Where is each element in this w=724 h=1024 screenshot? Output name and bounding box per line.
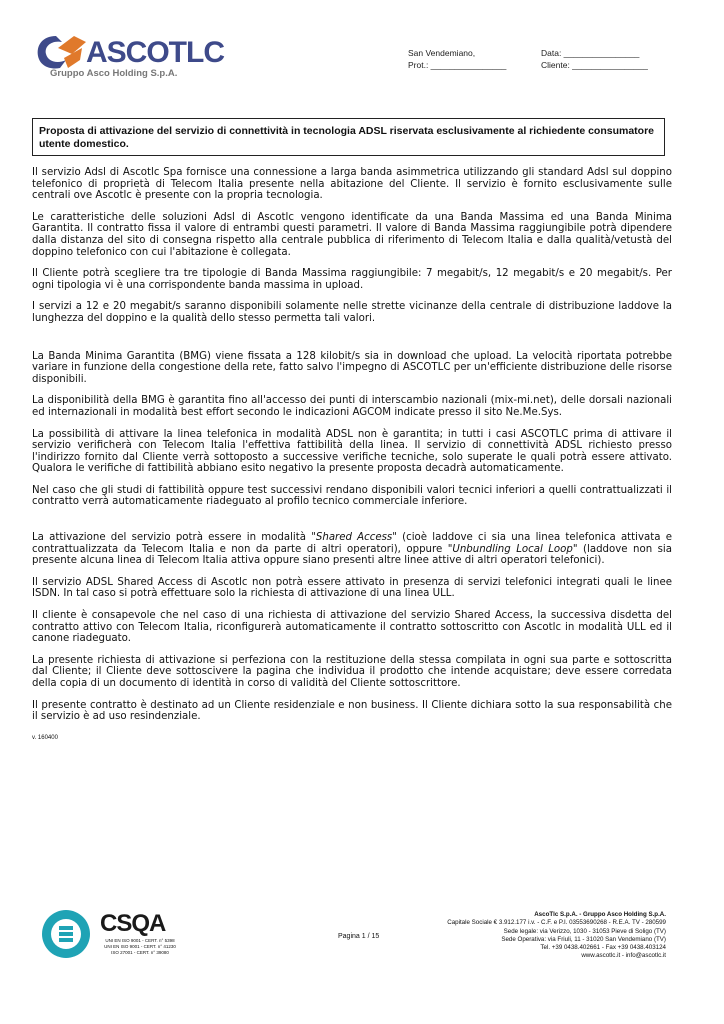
cert-line: UNI EN ISO 9001 - CERT. n° 5398	[105, 938, 175, 943]
company-operative-address: Sede Operativa: via Friuli, 11 - 31020 San Vendemiano (TV)	[501, 935, 666, 943]
page-number: Pagina 1 / 15	[338, 933, 380, 940]
paragraph: Il presente contratto è destinato ad un Cliente residenziale e non business. Il Cliente dichiara sotto la sua responsabilità che il servizio è ad uso resindenziale.	[32, 699, 672, 723]
data-field: Data: ________________	[541, 48, 640, 58]
ascotlc-logo-mark-icon	[36, 32, 88, 72]
csqa-logo	[100, 912, 180, 960]
paragraph: Il servizio Adsl di Ascotlc Spa fornisce una connessione a larga banda asimmetrica utilizzando gli standard Adsl sul doppino telefonico di proprietà di Telecom Italia presente nella abitazione del Cliente. Il servizio è fornito esclusivamente sulle centrali ove Ascotlc è presente con la propria tecnologia.	[32, 167, 672, 202]
ascotlc-logo	[36, 32, 224, 84]
proposal-title-box: Proposta di attivazione del servizio di connettività in tecnologia ADSL riservata esclusivamente al richiedente consumatore utente domestico.	[32, 118, 665, 156]
text-run: La attivazione del servizio potrà essere in modalità "	[32, 532, 316, 544]
paragraph	[32, 532, 672, 567]
paragraph: La presente richiesta di attivazione si perfeziona con la restituzione della stessa compilata in ogni sua parte e sottoscritta dal Cliente; il Cliente deve sottoscivere la pagina che individua il prodotto che intende acquistare; deve essere corredata della copia di un documento di identità in corso di validità del Cliente sottoscrittore.	[32, 654, 672, 689]
paragraph: I servizi a 12 e 20 megabit/s saranno disponibili solamente nelle strette vicinanze della centrale di distribuzione laddove la lunghezza del doppino e la qualità dello stesso permetta tali valori.	[32, 301, 672, 324]
csqa-cert-list	[100, 938, 180, 956]
certification-seal	[40, 908, 92, 960]
paragraph: Le caratteristiche delle soluzioni Adsl di Ascotlc vengono identificate da una Banda Massima ed una Banda Minima Garantita. Il contratto fissa il valore di entrambi questi parametri. Il valore di Banda Massima raggiungibile potrà dipendere dalla distanza del sito di consegna rispetto alla centrale pubblica di riferimento di Telecom Italia e dalla qualità/vetustà del doppino telefonico con cui l'abitazione è collegata.	[32, 211, 672, 258]
location-text: San Vendemiano,	[408, 48, 476, 58]
company-capital: Capitale Sociale € 3.912.177 i.v. - C.F. e P.I. 03553690268 - R.E.A. TV - 280599	[447, 919, 666, 927]
cert-line: ISO 27001 - CERT. n° 39080	[111, 950, 169, 955]
text-run: " (cioè laddove ci sia una linea telefonica attivata e contrattualizzata da Telecom Italia e non da parte di altri operatori), oppure "	[32, 532, 672, 555]
cliente-field: Cliente: ________________	[541, 60, 648, 70]
version-label: v. 160400	[32, 734, 58, 741]
company-web: www.ascotlc.it - info@ascotlc.it	[581, 952, 666, 960]
ull-term: Unbundling Local Loop	[452, 543, 573, 555]
company-info	[390, 911, 666, 961]
cert-seal-icon	[40, 908, 92, 960]
paragraph: Il servizio ADSL Shared Access di Ascotlc non potrà essere attivato in presenza di servizi telefonici integrati quali le linee ISDN. In tal caso si potrà effettuare solo la richiesta di attivazione di una linea ULL.	[32, 576, 672, 600]
paragraph: La possibilità di attivare la linea telefonica in modalità ADSL non è garantita; in tutti i casi ASCOTLC prima di attivare il servizio verificherà con Telecom Italia l'effettiva fattibilità della linea. Il servizio di connettività ADSL richiesto presso l'indirizzo fornito dal Cliente verrà sottoposto a successive verifiche tecniche, solo superate le quali potrà essere attivato. Qualora le verifiche di fattibilità abbiano esito negativo la presente proposta decadrà automaticamente.	[32, 428, 672, 475]
brand-subtitle: Gruppo Asco Holding S.p.A.	[50, 68, 178, 79]
company-phone: Tel. +39 0438.402661 - Fax +39 0438.403124	[540, 944, 666, 952]
cert-line: UNI EN ISO 9001 - CERT. n° 41230	[104, 944, 176, 949]
prot-field: Prot.: ________________	[408, 60, 507, 70]
shared-access-term: Shared Access	[315, 532, 393, 544]
paragraph: Il cliente è consapevole che nel caso di una richiesta di attivazione del servizio Shared Access, la successiva disdetta del contratto attivo con Telecom Italia, riconfigurerà automaticamente il contratto sottoscritto con Ascotlc in modalità ULL ed il canone riadeguato.	[32, 610, 672, 645]
company-legal-address: Sede legale: via Verizzo, 1030 - 31053 Pieve di Soligo (TV)	[503, 927, 666, 935]
paragraph: La Banda Minima Garantita (BMG) viene fissata a 128 kilobit/s sia in download che upload. La velocità riportata potrebbe variare in funzione della congestione della rete, fatto salvo l'impegno di ASCOTLC per un'efficiente distribuzione delle risorse disponibili.	[32, 350, 672, 385]
text-run: " (laddove non sia presente alcuna linea di Telecom Italia attiva oppure siano presenti altre linee attive di altri operatori telefonici).	[32, 543, 673, 567]
csqa-brand: CSQA	[100, 910, 166, 937]
paragraph: La disponibilità della BMG è garantita fino all'accesso dei punti di interscambio nazionali (mix-mi.net), delle dorsali nazionali ed internazionali in modalità best effort secondo le indicazioni AGCOM indicate presso il sito Ne.Me.Sys.	[32, 395, 672, 418]
paragraph: Nel caso che gli studi di fattibilità oppure test successivi rendano disponibili valori tecnici inferiori a quelli contrattualizzati il contratto verrà automaticamente riadeguato al profilo tecnico commerciale inferiore.	[32, 484, 672, 508]
company-name: AscoTlc S.p.A. - Gruppo Asco Holding S.p.A.	[534, 911, 666, 918]
brand-name: ASCOTLC	[86, 36, 224, 69]
paragraph: Il Cliente potrà scegliere tra tre tipologie di Banda Massima raggiungibile: 7 megabit/s, 12 megabit/s e 20 megabit/s. Per ogni tipologia vi è una corrispondente banda massima in upload.	[32, 268, 672, 291]
document-body	[32, 167, 672, 744]
